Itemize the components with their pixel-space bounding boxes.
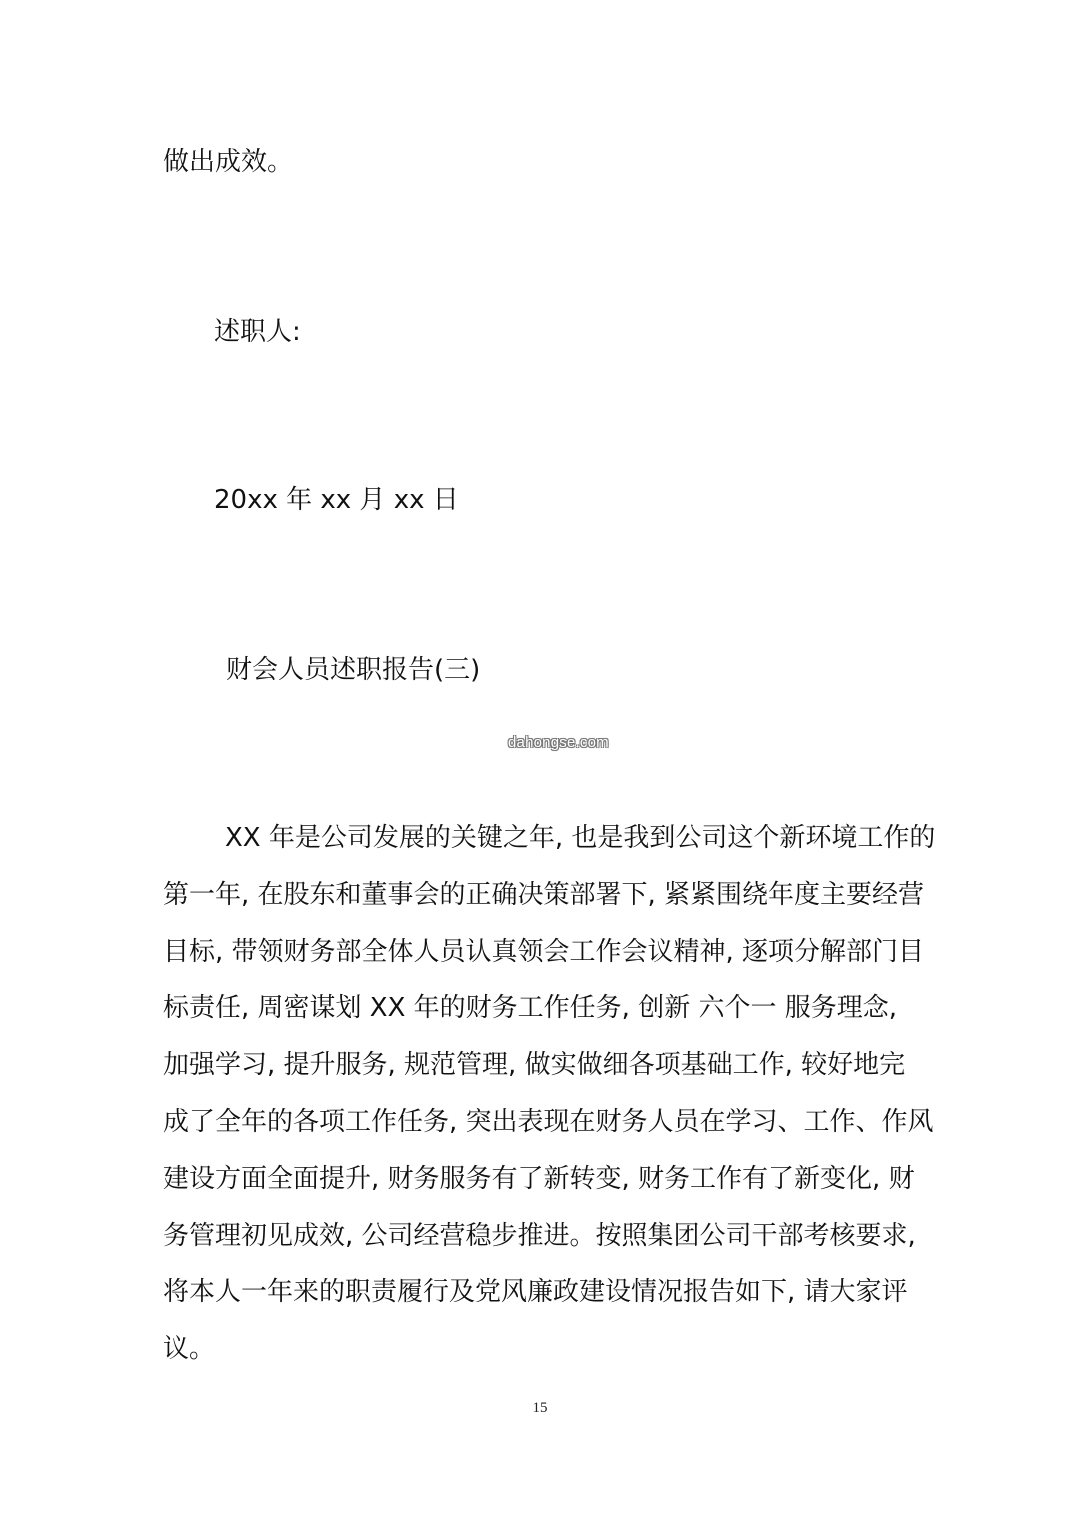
body-line: 标责任, 周密谋划 XX 年的财务工作任务, 创新 六个一 服务理念, bbox=[163, 993, 898, 1024]
continuation-line: 做出成效。 bbox=[163, 147, 294, 177]
body-line: 第一年, 在股东和董事会的正确决策部署下, 紧紧围绕年度主要经营 bbox=[163, 879, 925, 910]
page-number: 15 bbox=[532, 1400, 548, 1416]
body-line: XX 年是公司发展的关键之年, 也是我到公司这个新环境工作的 bbox=[225, 823, 936, 853]
body-line: 务管理初见成效, 公司经营稳步推进。按照集团公司干部考核要求, bbox=[163, 1220, 916, 1251]
watermark: dahongse.com bbox=[508, 734, 609, 751]
body-line: 目标, 带领财务部全体人员认真领会工作会议精神, 逐项分解部门目 bbox=[163, 936, 925, 967]
body-line: 成了全年的各项工作任务, 突出表现在财务人员在学习、工作、作风 bbox=[163, 1106, 934, 1137]
date-line: 20xx 年 xx 月 xx 日 bbox=[214, 485, 459, 515]
body-line: 建设方面全面提升, 财务服务有了新转变, 财务工作有了新变化, 财 bbox=[163, 1163, 915, 1194]
body-line: 议。 bbox=[163, 1334, 216, 1365]
body-paragraph bbox=[163, 818, 936, 1386]
body-line: 加强学习, 提升服务, 规范管理, 做实做细各项基础工作, 较好地完 bbox=[163, 1050, 906, 1081]
signer-label: 述职人: bbox=[214, 317, 301, 347]
section-title: 财会人员述职报告(三) bbox=[226, 655, 481, 685]
body-line: 将本人一年来的职责履行及党风廉政建设情况报告如下, 请大家评 bbox=[163, 1277, 908, 1308]
